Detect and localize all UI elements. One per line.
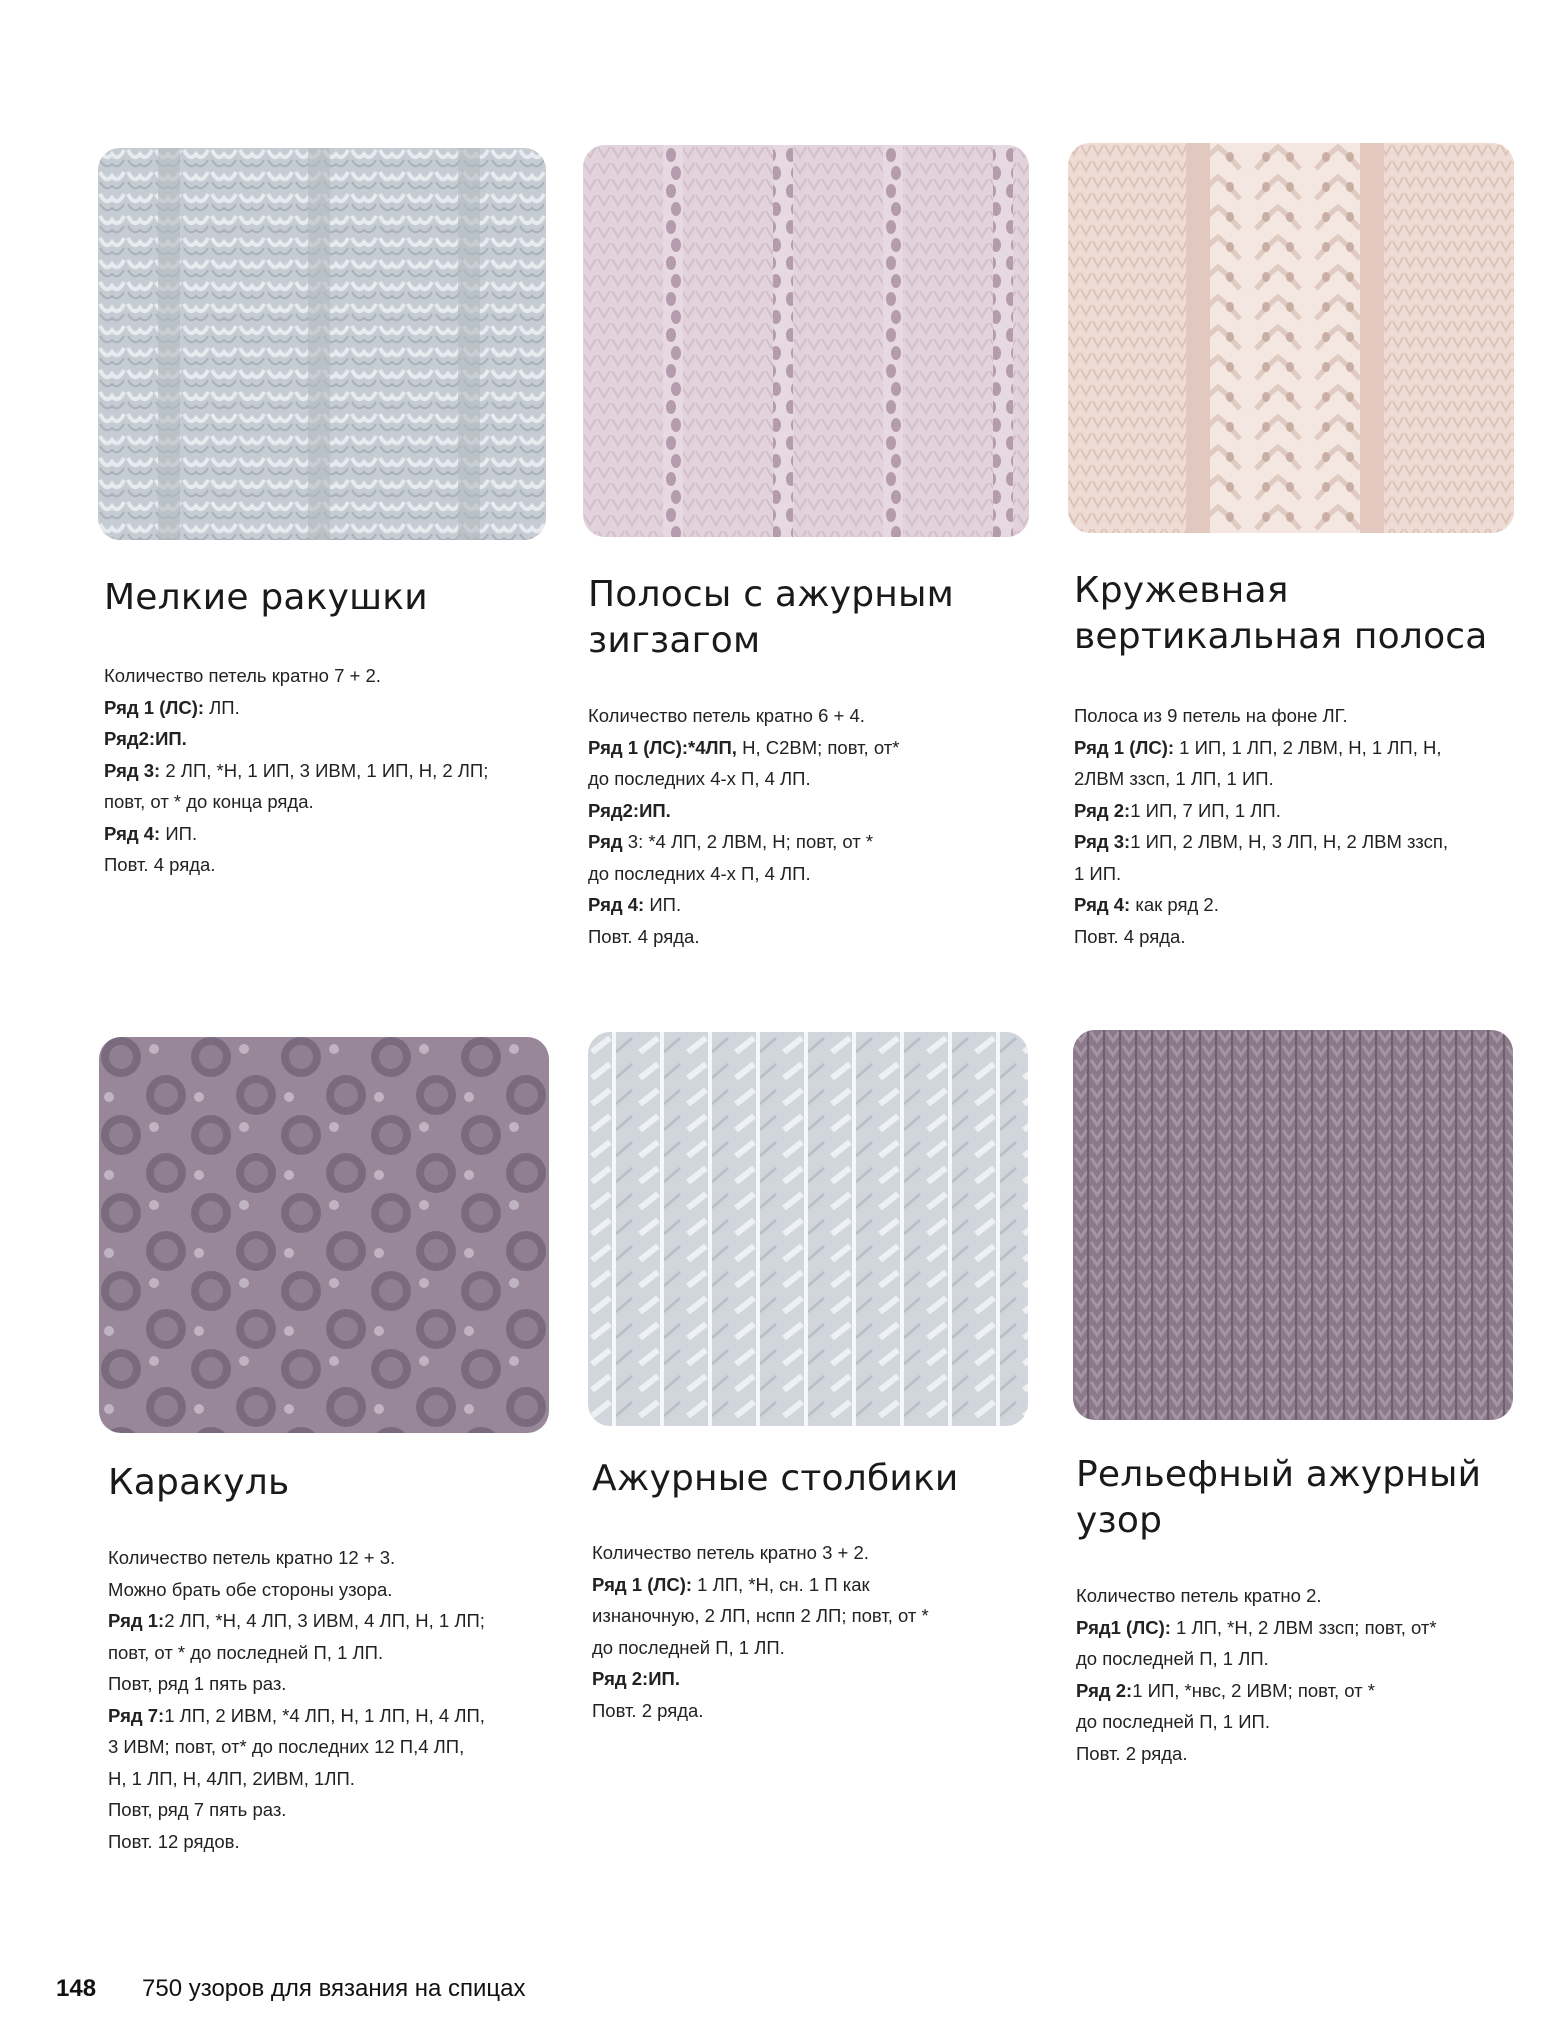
instruction-row-label: Ряд 4: (588, 894, 645, 915)
instruction-line (592, 1663, 1042, 1695)
instruction-text: повт, от * до последней П, 1 ЛП. (108, 1641, 384, 1663)
instruction-text: Повт, ряд 7 пять раз. (108, 1799, 287, 1820)
instruction-line (108, 1542, 558, 1574)
pattern-title: Рельефный ажурный узор (1076, 1454, 1482, 1541)
instruction-text: повт, от * до конца ряда. (104, 791, 314, 812)
instruction-line (592, 1569, 1042, 1601)
instruction-line (588, 826, 1038, 858)
pattern-title: Ажурные столбики (592, 1458, 959, 1499)
instruction-text: Повт. 4 ряда. (1074, 925, 1186, 947)
instruction-line (1074, 700, 1534, 732)
instruction-line (1076, 1675, 1536, 1707)
instruction-line (588, 921, 1038, 953)
instruction-text: 1 ИП, 1 ЛП, 2 ЛВМ, Н, 1 ЛП, Н, (1174, 736, 1442, 758)
instruction-line (104, 849, 554, 881)
instruction-text: до последней П, 1 ЛП. (1076, 1648, 1269, 1669)
instruction-text: 2 ЛП, *Н, 1 ИП, 3 ИВМ, 1 ИП, Н, 2 ЛП; (160, 759, 489, 781)
instruction-row-label: Ряд (588, 831, 623, 852)
pattern-instructions (1076, 1580, 1536, 1769)
pattern-instructions (1074, 700, 1534, 952)
book-title: 750 узоров для вязания на спицах (142, 1975, 526, 2002)
instruction-text: до последних 4-х П, 4 ЛП. (588, 768, 811, 789)
instruction-line (104, 692, 554, 724)
instruction-line (1074, 763, 1534, 795)
instruction-text: ИП. (160, 822, 198, 844)
instruction-text: 1 ИП. (1074, 862, 1122, 884)
swatch-photo (99, 1037, 549, 1433)
instruction-text: изнаночную, 2 ЛП, нспп 2 ЛП; повт, от * (592, 1605, 929, 1626)
instruction-text: как ряд 2. (1130, 894, 1219, 915)
instruction-row-label: Ряд 1 (ЛС):*4ЛП, (588, 736, 737, 758)
instruction-line (108, 1668, 558, 1700)
instruction-line (108, 1637, 558, 1669)
instruction-text: 1 ЛП, 2 ИВМ, *4 ЛП, Н, 1 ЛП, Н, 4 ЛП, (164, 1704, 485, 1726)
pattern-title: Мелкие ракушки (104, 577, 428, 618)
instruction-line (104, 723, 554, 755)
instruction-line (588, 763, 1038, 795)
instruction-line (1076, 1643, 1536, 1675)
pattern-instructions (108, 1542, 558, 1857)
instruction-row-label: Ряд1 (ЛС): (1076, 1616, 1171, 1638)
instruction-line (588, 889, 1038, 921)
instruction-text: Количество петель кратно 12 + 3. (108, 1547, 396, 1568)
instruction-text: до последней П, 1 ИП. (1076, 1711, 1270, 1732)
instruction-line (1074, 921, 1534, 953)
instruction-line (592, 1632, 1042, 1664)
instruction-text: ИП. (644, 894, 682, 915)
instruction-text: Н, 1 ЛП, Н, 4ЛП, 2ИВМ, 1ЛП. (108, 1767, 355, 1789)
instruction-line (588, 700, 1038, 732)
instruction-row-label: Ряд 1 (ЛС): (592, 1573, 693, 1595)
instruction-row-label: Ряд 1 (ЛС): (1074, 736, 1175, 758)
pattern-title: Полосы с ажурным зигзагом (588, 574, 954, 661)
instruction-line (588, 732, 1038, 764)
instruction-line (108, 1794, 558, 1826)
swatch-photo (588, 1032, 1028, 1426)
instruction-row-label: Ряд 3: (104, 759, 161, 781)
instruction-line (588, 858, 1038, 890)
zigzag-stripe-swatch-icon (583, 145, 1029, 537)
instruction-row-label: Ряд 1 (ЛС): (104, 696, 205, 718)
instruction-line (1076, 1706, 1536, 1738)
instruction-line (108, 1605, 558, 1637)
instruction-text: Количество петель кратно 3 + 2. (592, 1542, 869, 1563)
instruction-text: Повт, ряд 1 пять раз. (108, 1673, 287, 1694)
instruction-line (108, 1826, 558, 1858)
instruction-text: Можно брать обе стороны узора. (108, 1578, 393, 1600)
pattern-instructions (104, 660, 554, 881)
relief-lace-swatch-icon (1073, 1030, 1513, 1420)
swatch-photo (1068, 143, 1514, 533)
instruction-row-label: Ряд 1: (108, 1610, 165, 1631)
instruction-text: 1 ЛП, *Н, 2 ЛВМ ззсп; повт, от* (1170, 1616, 1437, 1638)
instruction-text: Повт. 2 ряда. (1076, 1742, 1188, 1764)
instruction-text: Количество петель кратно 2. (1076, 1585, 1322, 1606)
instruction-line (104, 660, 554, 692)
instruction-text: Повт. 4 ряда. (104, 854, 216, 875)
instruction-row-label: Ряд2:ИП. (104, 728, 187, 749)
instruction-line (1074, 889, 1534, 921)
instruction-line (1076, 1738, 1536, 1770)
instruction-line (1076, 1580, 1536, 1612)
instruction-row-label: Ряд 2: (1074, 799, 1131, 821)
instruction-text: до последних 4-х П, 4 ЛП. (588, 862, 811, 884)
swatch-photo (98, 148, 546, 540)
instruction-text: Количество петель кратно 7 + 2. (104, 665, 381, 686)
instruction-line (1074, 826, 1534, 858)
instruction-text: Количество петель кратно 6 + 4. (588, 705, 865, 726)
instruction-text: Повт. 2 ряда. (592, 1699, 704, 1721)
instruction-row-label: Ряд 4: (104, 822, 161, 844)
instruction-line (108, 1700, 558, 1732)
instruction-text: ЛП. (204, 696, 240, 718)
instruction-line (108, 1763, 558, 1795)
instruction-line (588, 795, 1038, 827)
bobble-astrakhan-swatch-icon (99, 1037, 549, 1433)
instruction-text: до последней П, 1 ЛП. (592, 1636, 785, 1658)
swatch-photo (1073, 1030, 1513, 1420)
instruction-text: Повт. 12 рядов. (108, 1830, 240, 1852)
page-number: 148 (56, 1975, 97, 2002)
swatch-photo (583, 145, 1029, 537)
instruction-line (104, 755, 554, 787)
instruction-text: Повт. 4 ряда. (588, 925, 700, 947)
instruction-row-label: Ряд 4: (1074, 894, 1131, 915)
instruction-line (592, 1537, 1042, 1569)
instruction-text: Н, С2ВМ; повт, от* (736, 736, 900, 758)
instruction-line (592, 1600, 1042, 1632)
instruction-text: 2 ЛП, *Н, 4 ЛП, 3 ИВМ, 4 ЛП, Н, 1 ЛП; (164, 1610, 485, 1631)
instruction-text: 1 ИП, *нвс, 2 ИВМ; повт, от * (1132, 1679, 1375, 1701)
instruction-line (1074, 795, 1534, 827)
instruction-text: 1 ИП, 2 ЛВМ, Н, 3 ЛП, Н, 2 ЛВМ ззсп, (1130, 831, 1448, 852)
instruction-text: 3 ИВМ; повт, от* до последних 12 П,4 ЛП, (108, 1736, 465, 1757)
pattern-instructions (588, 700, 1038, 952)
instruction-text: Полоса из 9 петель на фоне ЛГ. (1074, 705, 1348, 726)
instruction-text: 2ЛВМ ззсп, 1 ЛП, 1 ИП. (1074, 768, 1274, 789)
instruction-line (1074, 732, 1534, 764)
instruction-line (104, 786, 554, 818)
pattern-title: Каракуль (108, 1462, 290, 1503)
instruction-row-label: Ряд 7: (108, 1704, 165, 1726)
pattern-instructions (592, 1537, 1042, 1726)
instruction-row-label: Ряд 2:ИП. (592, 1668, 680, 1689)
instruction-text: 3: *4 ЛП, 2 ЛВМ, Н; повт, от * (622, 831, 874, 852)
instruction-line (1074, 858, 1534, 890)
lace-shell-swatch-icon (98, 148, 546, 540)
pattern-title: Кружевная вертикальная полоса (1074, 570, 1488, 657)
instruction-row-label: Ряд 2: (1076, 1679, 1133, 1701)
instruction-text: 1 ЛП, *Н, сн. 1 П как (692, 1573, 870, 1595)
instruction-line (108, 1731, 558, 1763)
lace-columns-swatch-icon (588, 1032, 1028, 1426)
instruction-row-label: Ряд2:ИП. (588, 799, 671, 821)
lace-vertical-stripe-swatch-icon (1068, 143, 1514, 533)
instruction-line (592, 1695, 1042, 1727)
instruction-line (104, 818, 554, 850)
instruction-row-label: Ряд 3: (1074, 831, 1131, 852)
instruction-line (1076, 1612, 1536, 1644)
instruction-line (108, 1574, 558, 1606)
instruction-text: 1 ИП, 7 ИП, 1 ЛП. (1130, 799, 1281, 821)
